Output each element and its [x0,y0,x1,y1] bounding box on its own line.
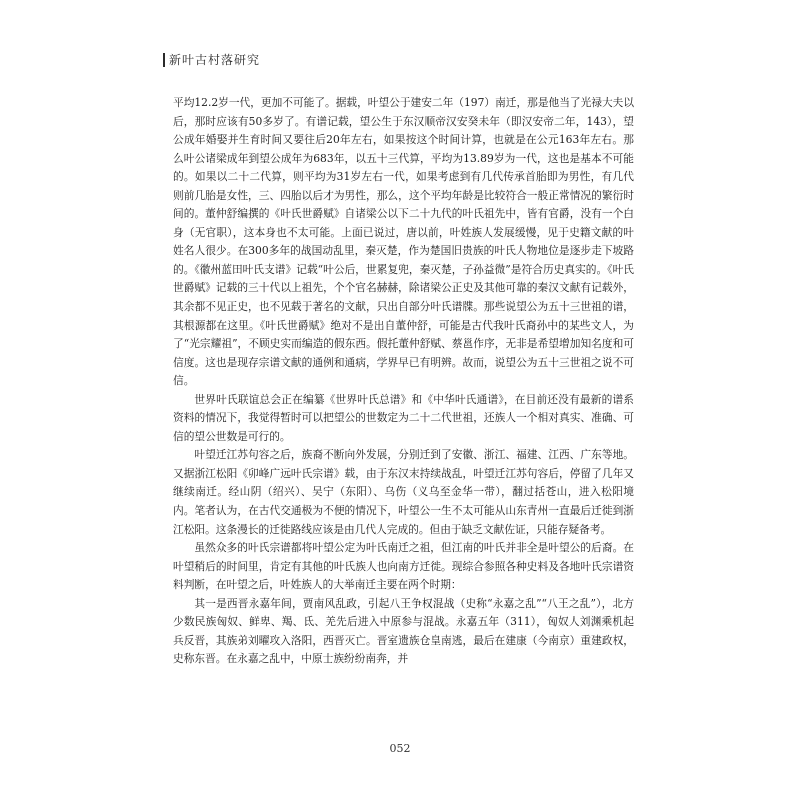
paragraph-4: 虽然众多的叶氏宗谱都将叶望公定为叶氏南迁之祖，但江南的叶氏并非全是叶望公的后裔。在叶望稍后的时间里，肯定有其他的叶氏族人也向南方迁徙。现综合参照各种史料及各地叶氏宗谱资料判断，在叶望之后，叶姓族人的大举南迁主要在两个时期： [173,541,634,592]
book-title: 新叶古村落研究 [169,53,261,67]
paragraph-3: 叶望迁江苏句容之后，族裔不断向外发展，分别迁到了安徽、浙江、福建、江西、广东等地。又据浙江松阳《卯峰广远叶氏宗谱》载，由于东汉末持续战乱，叶望迁江苏句容后，停留了几年又继续南迁。经山阴（绍兴）、吴宁（东阳）、乌伤（义乌至金华一带），翻过括苍山，进入松阳境内。笔者认为，在古代交通极为不便的情况下，叶望公一生不太可能从山东青州一直最后迁徙到浙江松阳。这条漫长的迁徙路线应该是由几代人完成的。但由于缺乏文献佐证，只能存疑备考。 [173,448,634,536]
paragraph-2: 世界叶氏联谊总会正在编纂《世界叶氏总谱》和《中华叶氏通谱》，在目前还没有最新的谱系资料的情况下，我觉得暂时可以把望公的世数定为二十二代世祖，还族人一个相对真实、准确、可信的望公世数是可行的。 [173,392,634,443]
paragraph-5: 其一是西晋永嘉年间，贾南风乱政，引起八王争权混战（史称“永嘉之乱”“八王之乱”），北方少数民族匈奴、鲜卑、羯、氐、羌先后进入中原参与混战。永嘉五年（311），匈奴人刘渊乘机起兵反晋，其族弟刘曜攻入洛阳，西晋灭亡。晋室遗族仓皇南逃，最后在建康（今南京）重建政权，史称东晋。在永嘉之乱中，中原士族纷纷南奔，并 [173,596,634,666]
body-text [173,94,634,669]
running-header [163,51,260,68]
paragraph-1: 平均12.2岁一代，更加不可能了。据载，叶望公于建安二年（197）南迁，那是他当了光禄大夫以后，那时应该有50多岁了。有谱记载，望公生于东汉顺帝汉安癸未年（即汉安帝二年，143），望公成年婚娶并生育时间又要往后20年左右，如果按这个时间计算，也就是在公元163年左右。那么叶公诸梁成年到望公成年为683年，以五十三代算，平均为13.89岁为一代，这也是基本不可能的。如果以二十二代算，则平均为31岁左右一代，如果考虑到有几代传承首胎即为男性，有几代则前几胎是女性，三、四胎以后才为男性，那么，这个平均年龄是比较符合一般正常情况的繁衍时间的。董仲舒编撰的《叶氏世爵赋》自诸梁公以下二十九代的叶氏祖先中，皆有官爵，没有一个白身（无官职），这本身也不太可能。上面已说过，唐以前，叶姓族人发展缓慢，见于史籍文献的叶姓名人很少。在300多年的战国动乱里，秦灭楚，作为楚国旧贵族的叶氏人物地位是逐步走下坡路的。《徽州蓝田叶氏支谱》记载“叶公后，世累复兜，秦灭楚，子孙益微”是符合历史真实的。《叶氏世爵赋》记载的三十代以上祖先，个个官名赫赫，除诸梁公正史及其他可靠的秦汉文献有记载外，其余都不见正史，也不见载于著名的文献，只出自部分叶氏谱牒。那些说望公为五十三世祖的谱，其根源都在这里。《叶氏世爵赋》绝对不是出自董仲舒，可能是古代我叶氏裔孙中的某些文人，为了“光宗耀祖”，不顾史实而编造的假东西。假托董仲舒赋、蔡邕作序，无非是希望增加知名度和可信度。这也是现存宗谱文献的通例和通病，学界早已有明辨。故而，说望公为五十三世祖之说不可信。 [173,96,635,388]
header-divider-bar [163,53,165,67]
page-number: 052 [389,742,411,755]
